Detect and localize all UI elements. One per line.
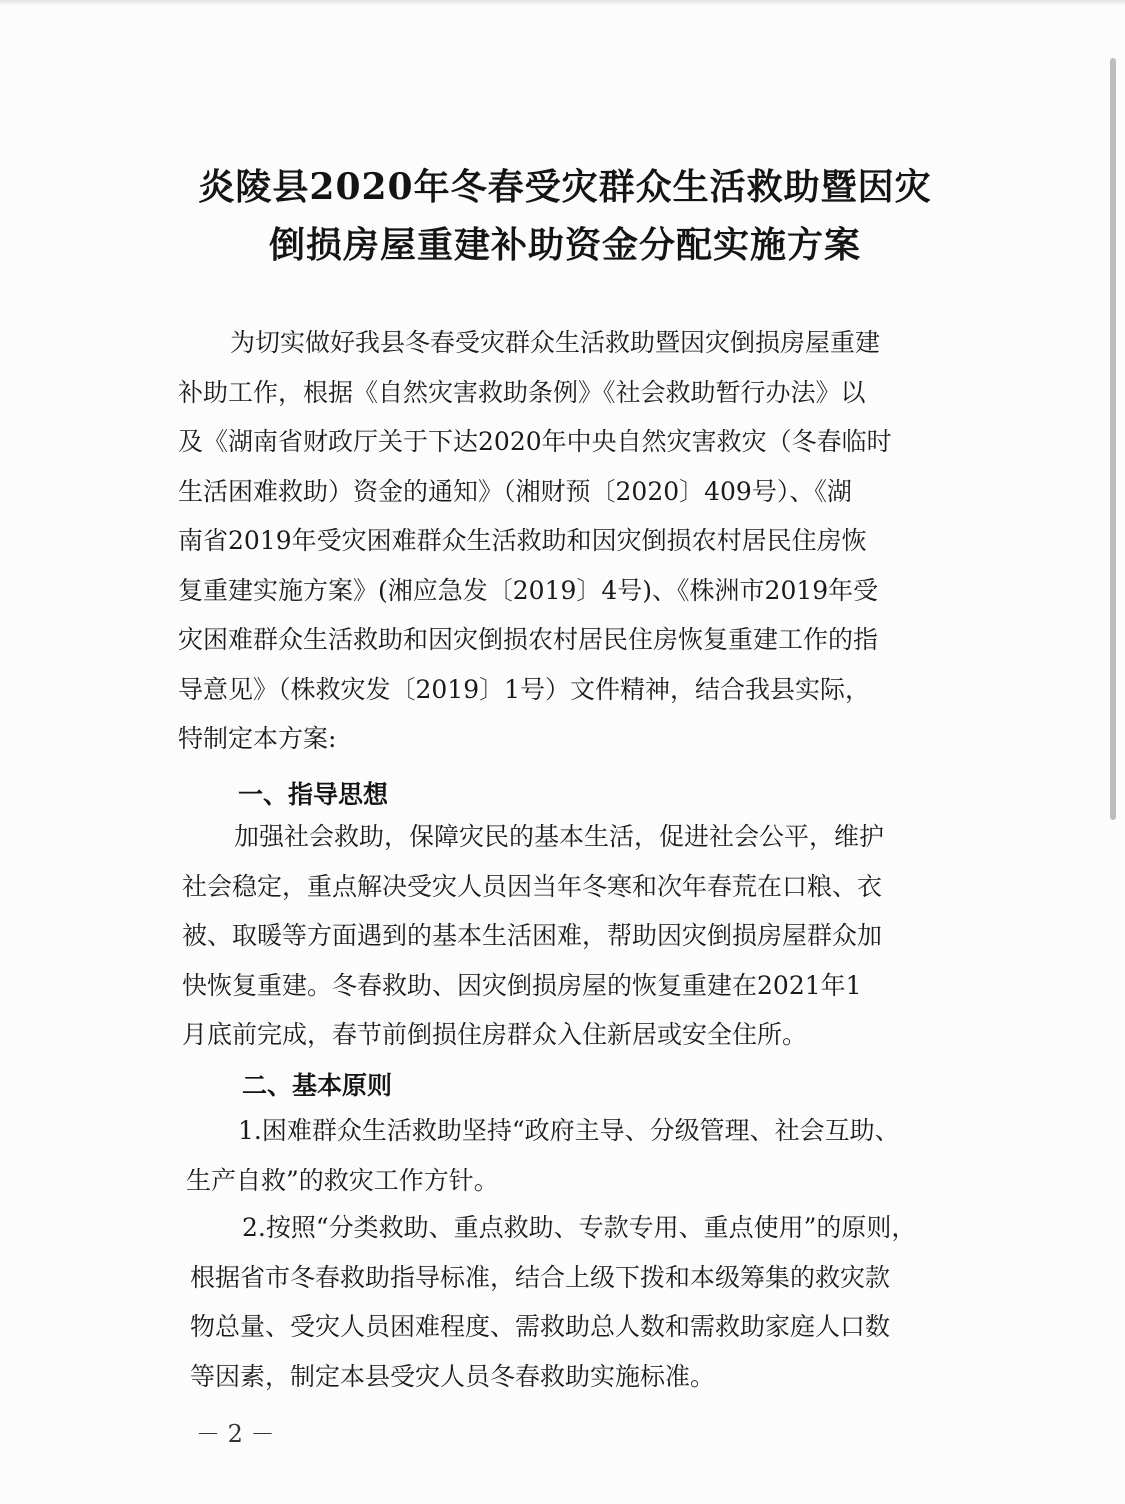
principle2-paragraph xyxy=(190,1203,975,1401)
principle2-line: 物总量、受灾人员困难程度、需救助总人数和需救助家庭人口数 xyxy=(190,1312,891,1341)
intro-line: 南省2019年受灾困难群众生活救助和因灾倒损农村居民住房恢 xyxy=(178,526,867,555)
page-top-edge xyxy=(0,0,1125,6)
intro-line: 灾困难群众生活救助和因灾倒损农村居民住房恢复重建工作的指 xyxy=(178,625,879,654)
section-heading-basic-principles: 二、基本原则 xyxy=(242,1071,393,1100)
title-line-1: 炎陵县2020年冬春受灾群众生活救助暨因灾 xyxy=(198,166,932,208)
principle1-line: 1.困难群众生活救助坚持“政府主导、分级管理、社会互助、 xyxy=(238,1116,900,1145)
section1-paragraph xyxy=(182,812,967,1060)
section1-line: 快恢复重建。冬春救助、因灾倒损房屋的恢复重建在2021年1 xyxy=(182,970,862,1000)
principle1-line: 生产自救”的救灾工作方针。 xyxy=(186,1165,499,1195)
intro-line: 复重建实施方案》(湘应急发〔2019〕4号)、《株洲市2019年受 xyxy=(178,575,879,605)
intro-line: 导意见》（株救灾发〔2019〕1号）文件精神，结合我县实际， xyxy=(178,674,871,704)
vertical-scrollbar[interactable] xyxy=(1110,58,1116,820)
section1-line: 被、取暖等方面遇到的基本生活困难，帮助因灾倒损房屋群众加 xyxy=(182,921,883,950)
intro-line: 为切实做好我县冬春受灾群众生活救助暨因灾倒损房屋重建 xyxy=(230,328,881,357)
intro-line: 生活困难救助）资金的通知》（湘财预〔2020〕409号）、《湖 xyxy=(178,476,852,506)
document-title xyxy=(150,158,980,274)
intro-line: 特制定本方案: xyxy=(178,724,337,753)
intro-line: 及《湖南省财政厅关于下达2020年中央自然灾害救灾（冬春临时 xyxy=(178,427,892,456)
principle2-line: 2.按照“分类救助、重点救助、专款专用、重点使用”的原则， xyxy=(242,1213,917,1242)
intro-line: 补助工作，根据《自然灾害救助条例》《社会救助暂行办法》以 xyxy=(178,377,866,407)
title-line-2: 倒损房屋重建补助资金分配实施方案 xyxy=(268,224,861,266)
intro-paragraph xyxy=(178,318,963,764)
section1-line: 社会稳定，重点解决受灾人员因当年冬寒和次年春荒在口粮、衣 xyxy=(182,871,883,901)
principle2-line: 等因素，制定本县受灾人员冬春救助实施标准。 xyxy=(190,1361,716,1391)
principle1-paragraph xyxy=(186,1106,971,1205)
section1-line: 月底前完成，春节前倒损住房群众入住新居或安全住所。 xyxy=(182,1020,808,1049)
principle2-line: 根据省市冬春救助指导标准，结合上级下拨和本级筹集的救灾款 xyxy=(190,1262,891,1292)
section1-line: 加强社会救助，保障灾民的基本生活，促进社会公平，维护 xyxy=(234,822,885,851)
section-heading-guiding-ideology: 一、指导思想 xyxy=(238,780,389,809)
page-number: － 2 － xyxy=(196,1420,275,1448)
